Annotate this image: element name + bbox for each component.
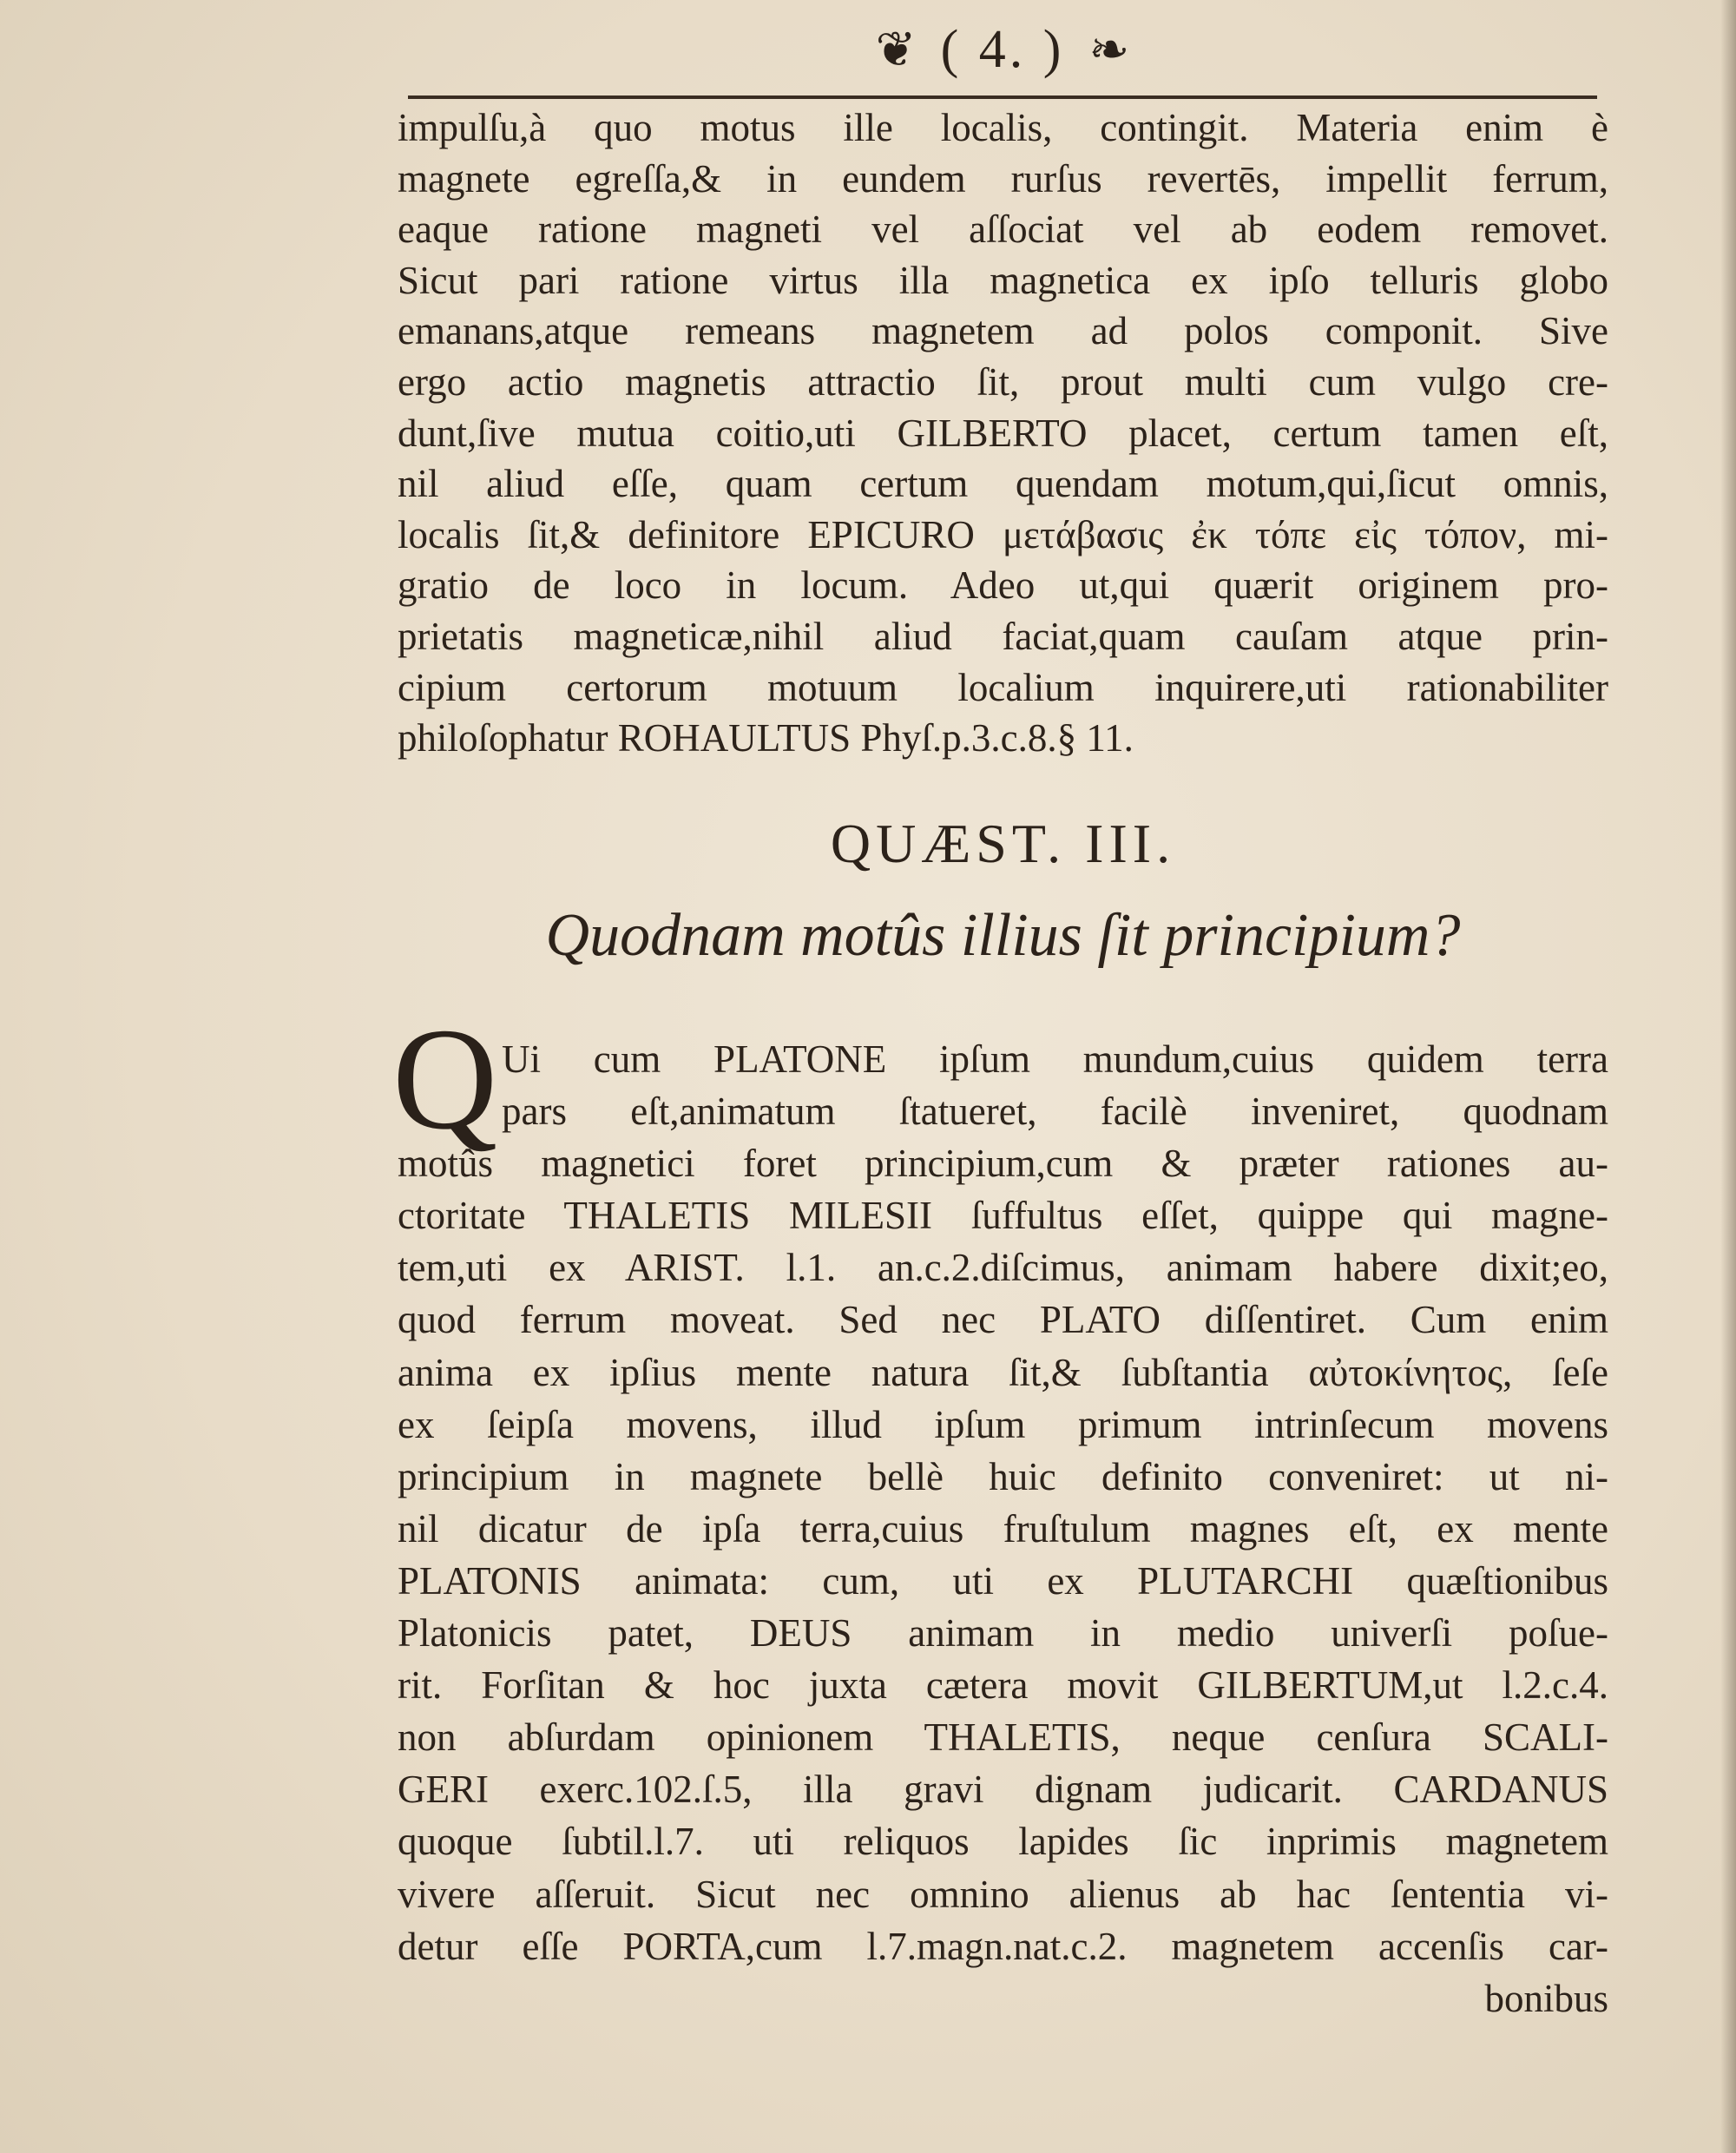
text-line: non abſurdam opinionem THALETIS, neque cenſura SCALI- <box>398 1715 1608 1760</box>
text-line: PLATONIS animata: cum, uti ex PLUTARCHI quæſtionibus <box>398 1558 1608 1603</box>
page-edge-shadow <box>1720 0 1736 2153</box>
text-line: localis ſit,& definitore EPICURO μετάβασις ἐκ τόπε εἰς τόπον, mi- <box>398 512 1608 556</box>
text-line: quod ferrum moveat. Sed nec PLATO diſſentiret. Cum enim <box>398 1298 1608 1342</box>
text-line: prietatis magneticæ,nihil aliud faciat,quam cauſam atque prin- <box>398 614 1608 658</box>
header-rule <box>408 95 1597 99</box>
text-line: philoſophatur ROHAULTUS Phyſ.p.3.c.8.§ 11. <box>398 716 1134 760</box>
text-line: motûs magnetici foret principium,cum & præter rationes au- <box>398 1142 1608 1186</box>
text-line: anima ex ipſius mente natura ſit,& ſubſtantia αὐτοκίνητος, ſeſe <box>398 1350 1608 1394</box>
text-line: detur eſſe PORTA,cum l.7.magn.nat.c.2. magnetem accenſis car- <box>398 1924 1608 1968</box>
text-line: gratio de loco in locum. Adeo ut,qui quærit originem pro- <box>398 563 1608 608</box>
text-line: ctoritate THALETIS MILESII ſuffultus eſſet, quippe qui magne- <box>398 1194 1608 1238</box>
text-line: emanans,atque remeans magnetem ad polos componit. Sive <box>398 309 1608 353</box>
ornament-left-icon: ❦ <box>875 23 917 77</box>
section-subtitle: Quodnam motûs illius ſit principium? <box>545 902 1461 969</box>
text-line: quoque ſubtil.l.7. uti reliquos lapides ſic inprimis magnetem <box>398 1820 1608 1864</box>
section-title: QUÆST. III. <box>830 813 1176 874</box>
text-line: Sicut pari ratione virtus illa magnetica ex ipſo telluris globo <box>398 258 1608 302</box>
text-line: tem,uti ex ARIST. l.1. an.c.2.diſcimus, animam habere dixit;eo, <box>398 1246 1608 1290</box>
catchword: bonibus <box>1484 1976 1608 2020</box>
text-line: impulſu,à quo motus ille localis, contingit. Materia enim è <box>398 106 1608 149</box>
text-line: vivere aſſeruit. Sicut nec omnino alienus ab hac ſententia vi- <box>398 1872 1608 1916</box>
text-line: rit. Forſitan & hoc juxta cætera movit GILBERTUM,ut l.2.c.4. <box>398 1663 1608 1708</box>
ornament-right-icon: ❧ <box>1088 23 1130 77</box>
text-line: nil dicatur de ipſa terra,cuius fruſtulum magnes eſt, ex mente <box>398 1506 1608 1551</box>
running-header <box>408 19 1597 97</box>
text-line: principium in magnete bellè huic definito conveniret: ut ni- <box>398 1454 1608 1498</box>
text-line: GERI exerc.102.ſ.5, illa gravi dignam judicarit. CARDANUS <box>398 1768 1608 1812</box>
text-line: magnete egreſſa,& in eundem rurſus revertēs, impellit ferrum, <box>398 156 1608 201</box>
text-line: pars eſt,animatum ſtatueret, facilè inveniret, quodnam <box>502 1090 1608 1134</box>
text-line: cipium certorum motuum localium inquirere,uti rationabiliter <box>398 665 1608 709</box>
text-line: ergo actio magnetis attractio ſit, prout multi cum vulgo cre- <box>398 359 1608 404</box>
text-line: eaque ratione magneti vel aſſociat vel ab eodem removet. <box>398 207 1608 252</box>
text-line: nil aliud eſſe, quam certum quendam motum,qui,ſicut omnis, <box>398 462 1608 506</box>
paragraph-continued <box>398 102 1608 764</box>
text-line: Platonicis patet, DEUS animam in medio univerſi poſue- <box>398 1611 1608 1656</box>
text-line: dunt,ſive mutua coitio,uti GILBERTO placet, certum tamen eſt, <box>398 411 1608 455</box>
paragraph-main <box>398 1033 1608 2025</box>
text-line: Ui cum PLATONE ipſum mundum,cuius quidem terra <box>502 1037 1608 1081</box>
drop-cap: Q <box>392 998 498 1160</box>
page-number: ( 4. ) <box>940 20 1065 79</box>
text-line: ex ſeipſa movens, illud ipſum primum intrinſecum movens <box>398 1402 1608 1446</box>
